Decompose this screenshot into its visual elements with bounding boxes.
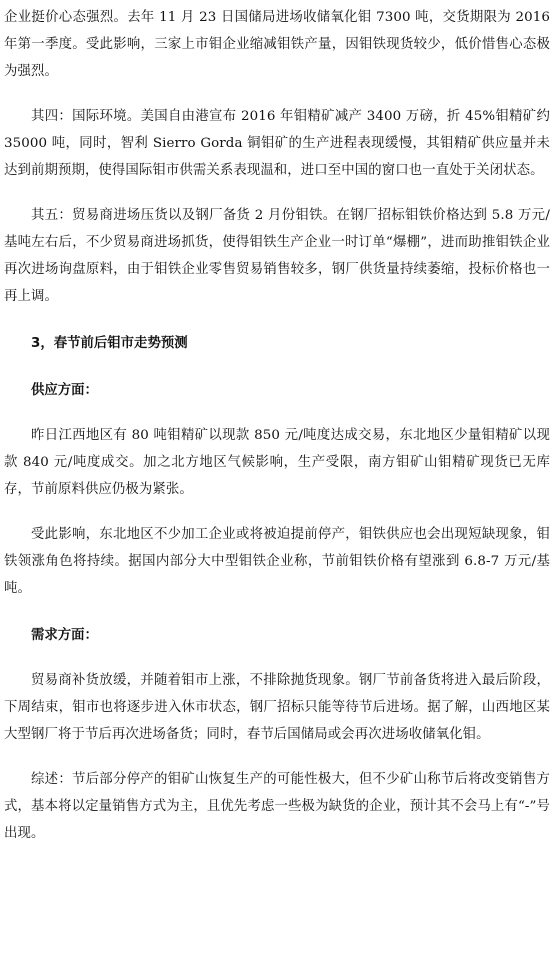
paragraph-demand: 贸易商补货放缓，并随着钼市上涨，不排除抛货现象。钢厂节前备货将进入最后阶段，下周结束，钼市也将逐步进入休市状态，钢厂招标只能等待节后进场。据了解，山西地区某大型钢厂将于节后再次进场备货；同时，春节后国储局或会再次进场收储氧化钼。 xyxy=(4,673,550,742)
paragraph-stockpile: 企业挺价心态强烈。去年 11 月 23 日国储局进场收储氧化钼 7300 吨，交货期限为 2016 年第一季度。受此影响，三家上市钼企业缩减钼铁产量，因钼铁现货较少，低价惜售心态极为强烈。 xyxy=(4,10,550,79)
paragraph-summary: 综述：节后部分停产的钼矿山恢复生产的可能性极大，但不少矿山称节后将改变销售方式，基本将以定量销售方式为主，且优先考虑一些极为缺货的企业，预计其不会马上有“-”号出现。 xyxy=(4,772,550,841)
paragraph-international: 其四：国际环境。美国自由港宣布 2016 年钼精矿减产 3400 万磅，折 45%钼精矿约 35000 吨，同时，智利 Sierro Gorda 铜钼矿的生产进程表现缓慢，其钼精矿供应量并未达到前期预期，使得国际钼市供需关系表现温和，进口至中国的窗口也一直处于关闭状态。 xyxy=(4,109,550,178)
subheading-demand: 需求方面： xyxy=(31,628,98,643)
subheading-supply: 供应方面： xyxy=(31,383,98,398)
section-heading-forecast: 3，春节前后钼市走势预测 xyxy=(31,336,188,351)
paragraph-supply-1: 昨日江西地区有 80 吨钼精矿以现款 850 元/吨度达成交易，东北地区少量钼精矿以现款 840 元/吨度成交。加之北方地区气候影响，生产受限，南方钼矿山钼精矿现货已无库存，节前原料供应仍极为紧张。 xyxy=(4,428,550,497)
paragraph-supply-2: 受此影响，东北地区不少加工企业或将被迫提前停产，钼铁供应也会出现短缺现象，钼铁领涨角色将持续。据国内部分大中型钼铁企业称，节前钼铁价格有望涨到 6.8-7 万元/基吨。 xyxy=(4,527,550,596)
paragraph-traders: 其五：贸易商进场压货以及钢厂备货 2 月份钼铁。在钢厂招标钼铁价格达到 5.8 万元/基吨左右后，不少贸易商进场抓货，使得钼铁生产企业一时订单“爆棚”，进而助推钼铁企业再次进场询盘原料，由于钼铁企业零售贸易销售较多，钢厂供货量持续萎缩，投标价格也一再上调。 xyxy=(4,208,550,304)
